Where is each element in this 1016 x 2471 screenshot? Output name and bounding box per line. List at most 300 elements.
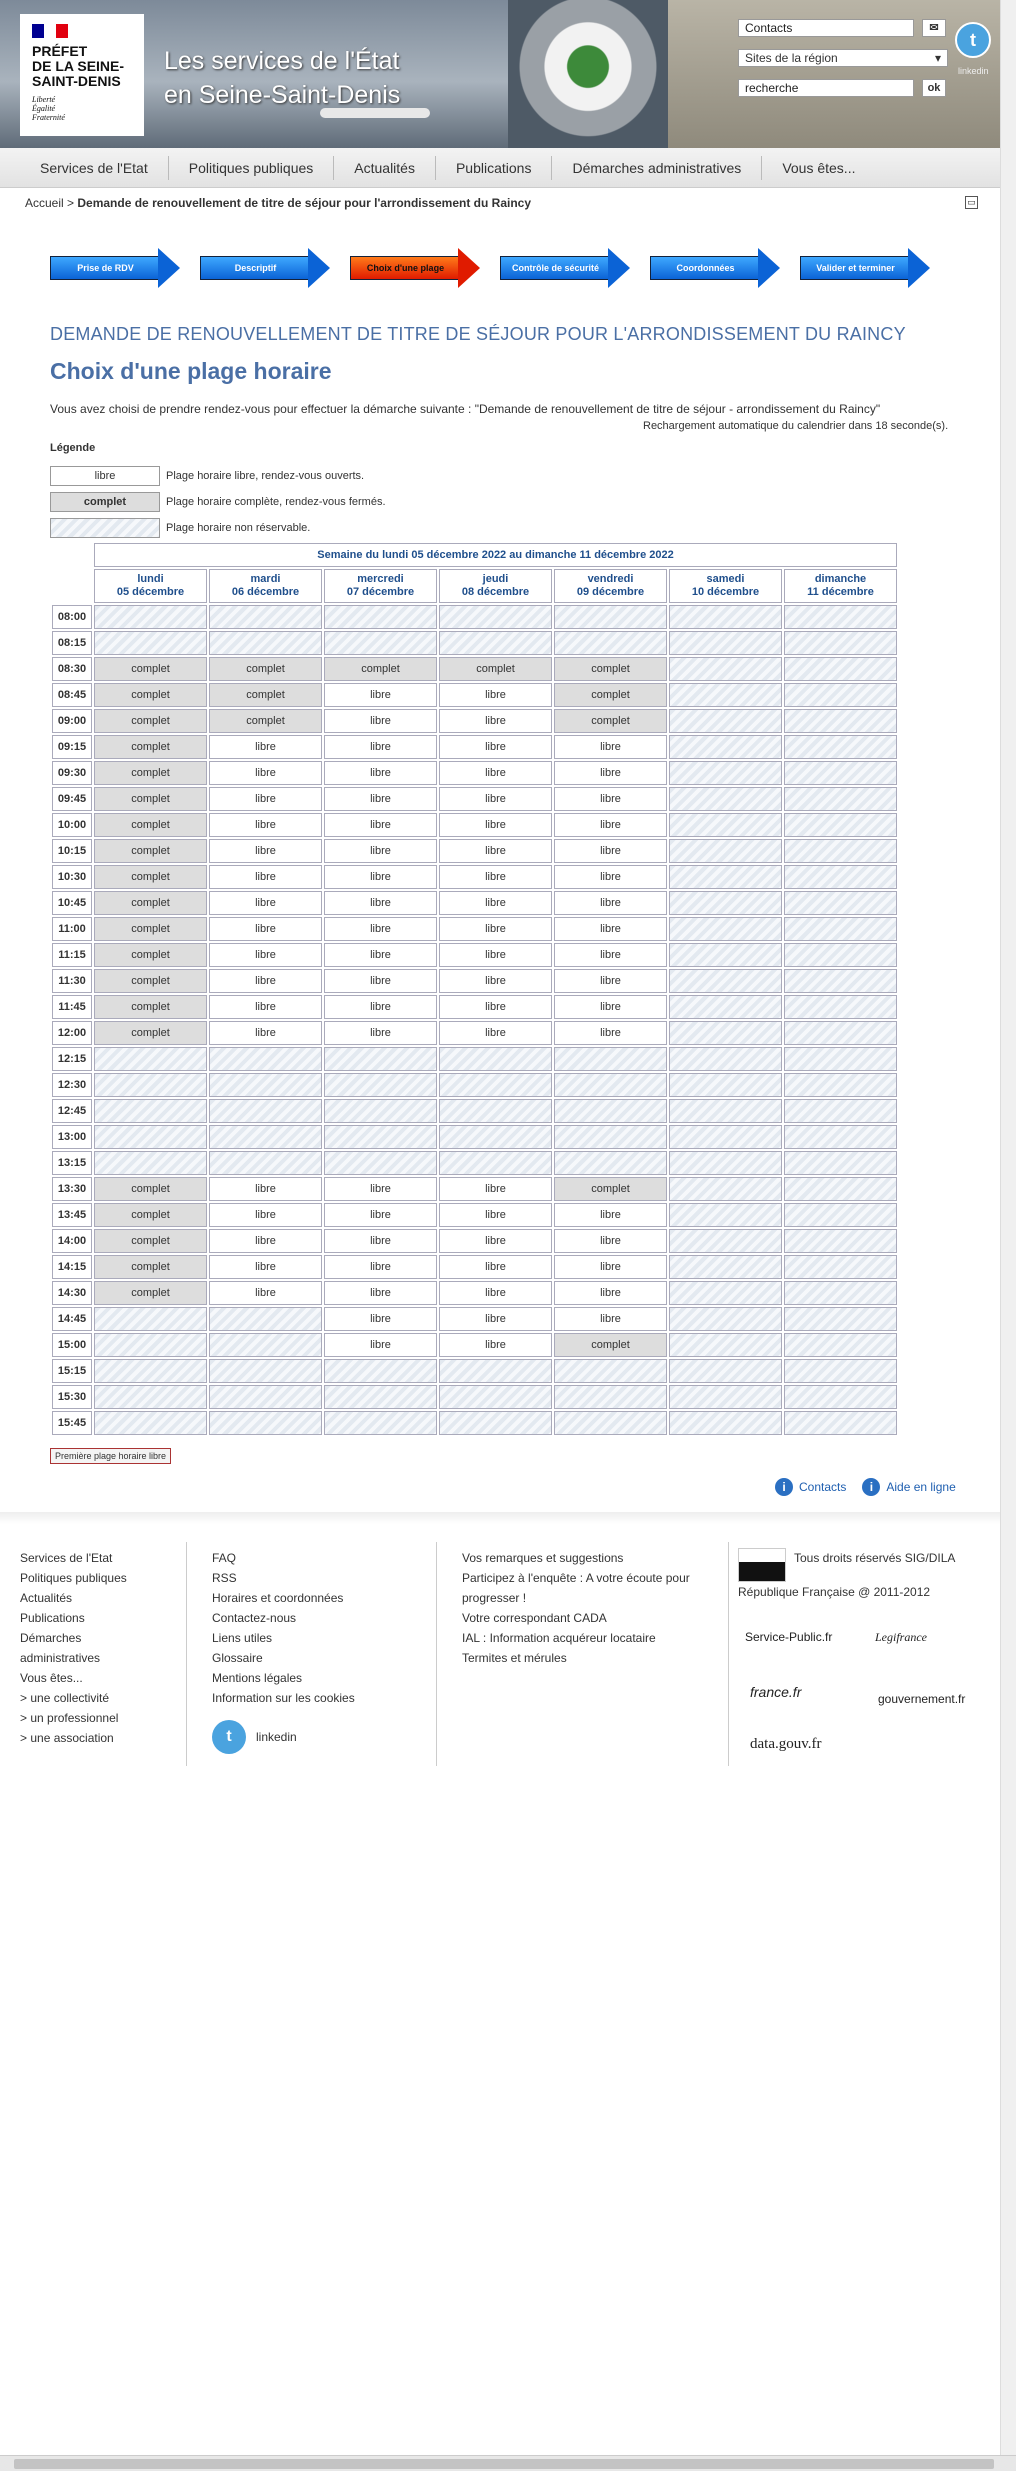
footer-link[interactable]: Services de l'Etat (20, 1551, 113, 1565)
time-label: 09:30 (52, 761, 92, 785)
time-label: 11:15 (52, 943, 92, 967)
slot-non-reservable (94, 1125, 207, 1149)
nav-politiques-publiques[interactable]: Politiques publiques (168, 156, 334, 180)
time-label: 14:30 (52, 1281, 92, 1305)
time-label: 13:00 (52, 1125, 92, 1149)
slot-libre[interactable]: libre (554, 1229, 667, 1253)
site-title[interactable] (164, 44, 400, 112)
slot-libre[interactable]: libre (209, 839, 322, 863)
slot-non-reservable (784, 969, 897, 993)
footer-link[interactable]: Mentions légales (212, 1671, 303, 1685)
footer-link[interactable]: administratives (20, 1651, 101, 1665)
slot-non-reservable (784, 891, 897, 915)
slot-non-reservable (439, 1385, 552, 1409)
slot-libre[interactable]: libre (324, 1255, 437, 1279)
footer-link[interactable]: Horaires et coordonnées (212, 1591, 344, 1605)
table-row (52, 1073, 897, 1097)
time-label: 09:45 (52, 787, 92, 811)
slot-libre[interactable]: libre (324, 813, 437, 837)
time-label: 08:30 (52, 657, 92, 681)
time-label: 12:15 (52, 1047, 92, 1071)
table-row (52, 1307, 897, 1331)
header-photo-stadium (508, 0, 668, 148)
week-header: Semaine du lundi 05 décembre 2022 au dimanche 11 décembre 2022 (94, 543, 897, 567)
slot-non-reservable (324, 1385, 437, 1409)
footer-link[interactable]: Liens utiles (212, 1631, 273, 1645)
calendar-table (50, 541, 899, 1437)
slot-non-reservable (209, 1307, 322, 1331)
table-row (52, 1177, 897, 1201)
day-header: dimanche 11 décembre (784, 569, 897, 603)
slot-libre[interactable]: libre (209, 787, 322, 811)
slot-non-reservable (669, 917, 782, 941)
slot-libre[interactable]: libre (439, 709, 552, 733)
table-row (52, 1229, 897, 1253)
table-row (52, 891, 897, 915)
slot-non-reservable (784, 1099, 897, 1123)
slot-libre[interactable]: libre (209, 1281, 322, 1305)
slot-non-reservable (209, 1047, 322, 1071)
slot-non-reservable (784, 1281, 897, 1305)
breadcrumb (25, 196, 531, 210)
slot-libre[interactable]: libre (439, 1203, 552, 1227)
slot-non-reservable (209, 1151, 322, 1175)
time-label: 13:45 (52, 1203, 92, 1227)
slot-non-reservable (669, 787, 782, 811)
flag-icon (32, 24, 68, 38)
day-header: samedi 10 décembre (669, 569, 782, 603)
slot-non-reservable (554, 1151, 667, 1175)
slot-libre[interactable]: libre (209, 943, 322, 967)
slot-non-reservable (784, 709, 897, 733)
slot-non-reservable (784, 1411, 897, 1435)
footer-link[interactable]: FAQ (212, 1551, 237, 1565)
slot-libre[interactable]: libre (209, 891, 322, 915)
slot-libre[interactable]: libre (209, 969, 322, 993)
slot-non-reservable (669, 813, 782, 837)
slot-libre[interactable]: libre (324, 735, 437, 759)
table-row (52, 813, 897, 837)
nav-actualites[interactable]: Actualités (333, 156, 435, 180)
slot-complet: complet (94, 761, 207, 785)
slot-non-reservable (324, 605, 437, 629)
slot-libre[interactable]: libre (439, 787, 552, 811)
footer-link[interactable]: Démarches (20, 1631, 82, 1645)
time-label: 15:45 (52, 1411, 92, 1435)
footer-link[interactable]: RSS (212, 1571, 237, 1585)
slot-non-reservable (324, 1359, 437, 1383)
slot-non-reservable (324, 1099, 437, 1123)
site-title-line1: Les services de l'État (164, 47, 400, 75)
slot-libre[interactable]: libre (554, 969, 667, 993)
slot-non-reservable (669, 1125, 782, 1149)
slot-non-reservable (669, 969, 782, 993)
slot-libre[interactable]: libre (209, 813, 322, 837)
legend-non-reservable (50, 518, 310, 538)
nav-vous-etes[interactable]: Vous êtes... (761, 156, 875, 180)
slot-libre[interactable]: libre (324, 683, 437, 707)
slot-complet: complet (94, 1229, 207, 1253)
service-public-logo[interactable]: Service-Public.fr (745, 1630, 833, 1644)
slot-libre[interactable]: libre (324, 917, 437, 941)
footer-copyright: Tous droits réservés SIG/DILA République Française @ 2011-2012 (738, 1548, 978, 1602)
slot-libre[interactable]: libre (554, 735, 667, 759)
twitter-icon[interactable]: t (212, 1720, 246, 1754)
header-tools (738, 18, 948, 108)
slot-libre[interactable]: libre (554, 917, 667, 941)
slot-libre[interactable]: libre (439, 1177, 552, 1201)
slot-non-reservable (209, 605, 322, 629)
slot-non-reservable (554, 605, 667, 629)
footer-link[interactable]: progresser ! (462, 1591, 527, 1605)
help-aide-link[interactable]: Aide en ligne (886, 1480, 956, 1494)
slot-complet: complet (94, 1281, 207, 1305)
contacts-field[interactable]: Contacts (738, 19, 914, 37)
table-row (52, 683, 897, 707)
footer-link[interactable]: Termites et mérules (462, 1651, 567, 1665)
footer-link[interactable]: Publications (20, 1611, 85, 1625)
slot-complet: complet (94, 1021, 207, 1045)
time-label: 10:45 (52, 891, 92, 915)
slot-libre[interactable]: libre (439, 917, 552, 941)
footer-col-nav (20, 1548, 127, 1748)
france-fr-logo[interactable]: france.fr (750, 1684, 802, 1700)
footer-link[interactable]: Participez à l'enquête : A votre écoute pour (462, 1571, 690, 1585)
slot-non-reservable (439, 1125, 552, 1149)
footer-link[interactable]: IAL : Information acquéreur locataire (462, 1631, 656, 1645)
time-label: 11:00 (52, 917, 92, 941)
slot-non-reservable (94, 1047, 207, 1071)
slot-complet: complet (324, 657, 437, 681)
slot-libre[interactable]: libre (439, 1021, 552, 1045)
slot-non-reservable (94, 605, 207, 629)
gouvernement-logo[interactable]: gouvernement.fr (878, 1692, 966, 1706)
table-row (52, 943, 897, 967)
footer-link[interactable]: > une association (20, 1731, 114, 1745)
slot-libre[interactable]: libre (209, 1229, 322, 1253)
slot-non-reservable (784, 1073, 897, 1097)
slot-non-reservable (324, 1047, 437, 1071)
footer-link[interactable]: Politiques publiques (20, 1571, 127, 1585)
slot-complet: complet (554, 683, 667, 707)
slot-libre[interactable]: libre (439, 865, 552, 889)
table-row (52, 1411, 897, 1435)
slot-non-reservable (439, 605, 552, 629)
slot-non-reservable (209, 631, 322, 655)
mail-icon[interactable]: ✉ (922, 19, 946, 37)
day-header: jeudi 08 décembre (439, 569, 552, 603)
vertical-scrollbar[interactable] (1000, 0, 1016, 2455)
sites-region-select[interactable]: Sites de la région ▾ (738, 49, 948, 67)
slot-libre[interactable]: libre (324, 891, 437, 915)
slot-non-reservable (669, 1411, 782, 1435)
legifrance-logo[interactable]: Legifrance (875, 1630, 927, 1644)
table-row (52, 1385, 897, 1409)
footer-link[interactable]: Contactez-nous (212, 1611, 297, 1625)
slot-non-reservable (554, 1359, 667, 1383)
time-label: 09:00 (52, 709, 92, 733)
site-title-line2: en Seine-Saint-Denis (164, 81, 401, 109)
footer-link[interactable]: Vous êtes... (20, 1671, 83, 1685)
slot-non-reservable (209, 1385, 322, 1409)
slot-non-reservable (669, 1203, 782, 1227)
slot-complet: complet (94, 787, 207, 811)
slot-non-reservable (439, 1047, 552, 1071)
slot-libre[interactable]: libre (439, 891, 552, 915)
linkedin-icon[interactable]: linkedin (256, 1730, 297, 1744)
day-header: lundi 05 décembre (94, 569, 207, 603)
slot-complet: complet (94, 813, 207, 837)
slot-libre[interactable]: libre (324, 1021, 437, 1045)
slot-non-reservable (669, 1333, 782, 1357)
slot-non-reservable (209, 1359, 322, 1383)
slot-non-reservable (669, 1385, 782, 1409)
slot-libre[interactable]: libre (324, 839, 437, 863)
slot-complet: complet (94, 917, 207, 941)
print-icon[interactable]: ▭ (965, 196, 978, 209)
time-label: 15:00 (52, 1333, 92, 1357)
step-descriptif[interactable]: Descriptif (200, 248, 330, 288)
slot-libre[interactable]: libre (209, 761, 322, 785)
slot-libre[interactable]: libre (439, 1307, 552, 1331)
table-row (52, 735, 897, 759)
horizontal-scrollbar[interactable] (0, 2455, 1016, 2471)
slot-libre[interactable]: libre (439, 839, 552, 863)
slot-libre[interactable]: libre (324, 761, 437, 785)
legend-box-libre: libre (50, 466, 160, 486)
slot-non-reservable (784, 1307, 897, 1331)
search-input[interactable]: recherche (738, 79, 914, 97)
slot-libre[interactable]: libre (439, 683, 552, 707)
slot-non-reservable (784, 839, 897, 863)
slot-non-reservable (439, 1073, 552, 1097)
slot-non-reservable (784, 917, 897, 941)
slot-non-reservable (554, 1047, 667, 1071)
slot-non-reservable (669, 1047, 782, 1071)
footer-link[interactable]: > un professionnel (20, 1711, 119, 1725)
day-header: mercredi 07 décembre (324, 569, 437, 603)
footer-link[interactable]: Votre correspondant CADA (462, 1611, 607, 1625)
step-choix-plage[interactable]: Choix d'une plage (350, 248, 480, 288)
slot-libre[interactable]: libre (554, 995, 667, 1019)
nav-publications[interactable]: Publications (435, 156, 552, 180)
slot-libre[interactable]: libre (439, 813, 552, 837)
slot-libre[interactable]: libre (209, 917, 322, 941)
slot-libre[interactable]: libre (209, 1177, 322, 1201)
slot-non-reservable (784, 631, 897, 655)
slot-libre[interactable]: libre (209, 1203, 322, 1227)
twitter-icon[interactable]: t (955, 22, 991, 58)
slot-non-reservable (784, 1047, 897, 1071)
slot-libre[interactable]: libre (439, 761, 552, 785)
slot-libre[interactable]: libre (324, 1203, 437, 1227)
first-free-slot-button[interactable]: Première plage horaire libre (50, 1448, 171, 1464)
slot-non-reservable (784, 1333, 897, 1357)
slot-libre[interactable]: libre (324, 943, 437, 967)
republique-francaise-logo[interactable] (738, 1548, 786, 1582)
breadcrumb-current: Demande de renouvellement de titre de séjour pour l'arrondissement du Raincy (77, 196, 532, 210)
table-row (52, 761, 897, 785)
table-row (52, 995, 897, 1019)
slot-libre[interactable]: libre (439, 1229, 552, 1253)
footer-link[interactable]: Actualités (20, 1591, 73, 1605)
nav-demarches[interactable]: Démarches administratives (551, 156, 761, 180)
page-title: Choix d'une plage horaire (50, 358, 332, 384)
slot-libre[interactable]: libre (439, 943, 552, 967)
footer-link[interactable]: Information sur les cookies (212, 1691, 355, 1705)
slot-libre[interactable]: libre (554, 1203, 667, 1227)
slot-non-reservable (324, 1411, 437, 1435)
time-label: 08:45 (52, 683, 92, 707)
slot-libre[interactable]: libre (554, 1021, 667, 1045)
slot-libre[interactable]: libre (324, 1333, 437, 1357)
slot-libre[interactable]: libre (554, 813, 667, 837)
slot-complet: complet (94, 1177, 207, 1201)
slot-non-reservable (784, 1125, 897, 1149)
slot-libre[interactable]: libre (554, 1307, 667, 1331)
slot-complet: complet (94, 891, 207, 915)
table-row (52, 865, 897, 889)
slot-non-reservable (669, 1281, 782, 1305)
time-label: 08:15 (52, 631, 92, 655)
table-row (52, 1359, 897, 1383)
slot-non-reservable (669, 1359, 782, 1383)
table-row (52, 1151, 897, 1175)
slot-libre[interactable]: libre (324, 1177, 437, 1201)
slot-libre[interactable]: libre (554, 891, 667, 915)
table-row (52, 917, 897, 941)
table-row (52, 631, 897, 655)
table-row (52, 969, 897, 993)
slot-libre[interactable]: libre (439, 1333, 552, 1357)
table-row (52, 1125, 897, 1149)
slot-libre[interactable]: libre (554, 943, 667, 967)
slot-non-reservable (784, 1359, 897, 1383)
prefecture-logo[interactable] (20, 14, 144, 136)
footer-divider (728, 1542, 729, 1766)
slot-non-reservable (94, 1073, 207, 1097)
slot-libre[interactable]: libre (324, 1229, 437, 1253)
slot-libre[interactable]: libre (554, 787, 667, 811)
table-row (52, 1047, 897, 1071)
legend-libre (50, 466, 364, 486)
slot-libre[interactable]: libre (554, 761, 667, 785)
slot-complet: complet (94, 735, 207, 759)
legend-text-complet: Plage horaire complète, rendez-vous fermés. (166, 496, 386, 508)
slot-non-reservable (209, 1125, 322, 1149)
slot-libre[interactable]: libre (324, 995, 437, 1019)
footer-link[interactable]: Glossaire (212, 1651, 263, 1665)
help-contacts-link[interactable]: Contacts (799, 1480, 847, 1494)
table-row (52, 1099, 897, 1123)
search-ok-button[interactable]: ok (922, 79, 946, 97)
main-nav (0, 148, 1000, 188)
slot-libre[interactable]: libre (209, 995, 322, 1019)
slot-libre[interactable]: libre (439, 1281, 552, 1305)
nav-services-etat[interactable]: Services de l'Etat (40, 159, 148, 176)
step-controle-securite[interactable]: Contrôle de sécurité (500, 248, 630, 288)
footer-divider (436, 1542, 437, 1766)
footer-link[interactable]: Vos remarques et suggestions (462, 1551, 624, 1565)
footer-link[interactable]: > une collectivité (20, 1691, 110, 1705)
slot-libre[interactable]: libre (209, 735, 322, 759)
time-label: 10:15 (52, 839, 92, 863)
slot-libre[interactable]: libre (324, 1307, 437, 1331)
slot-non-reservable (784, 813, 897, 837)
slot-non-reservable (554, 631, 667, 655)
footer-col-info (212, 1548, 355, 1708)
slot-complet: complet (94, 839, 207, 863)
slot-libre[interactable]: libre (209, 1255, 322, 1279)
slot-non-reservable (784, 735, 897, 759)
slot-non-reservable (94, 1385, 207, 1409)
step-valider[interactable]: Valider et terminer (800, 248, 930, 288)
slot-libre[interactable]: libre (324, 709, 437, 733)
time-label: 10:30 (52, 865, 92, 889)
step-coordonnees[interactable]: Coordonnées personnelles (650, 248, 780, 288)
slot-complet: complet (94, 657, 207, 681)
table-row (52, 605, 897, 629)
slot-non-reservable (784, 761, 897, 785)
slot-non-reservable (554, 1385, 667, 1409)
slot-libre[interactable]: libre (324, 865, 437, 889)
slot-libre[interactable]: libre (324, 787, 437, 811)
slot-libre[interactable]: libre (439, 1255, 552, 1279)
slot-complet: complet (94, 1203, 207, 1227)
breadcrumb-home[interactable]: Accueil (25, 196, 64, 210)
linkedin-icon[interactable]: linkedin (958, 66, 989, 76)
slot-libre[interactable]: libre (324, 1281, 437, 1305)
slot-non-reservable (784, 943, 897, 967)
slot-libre[interactable]: libre (209, 1021, 322, 1045)
slot-libre[interactable]: libre (439, 995, 552, 1019)
slot-non-reservable (669, 605, 782, 629)
slot-complet: complet (554, 1333, 667, 1357)
slot-non-reservable (439, 1099, 552, 1123)
slot-non-reservable (669, 891, 782, 915)
time-label: 09:15 (52, 735, 92, 759)
slot-non-reservable (669, 995, 782, 1019)
slot-libre[interactable]: libre (554, 839, 667, 863)
slot-non-reservable (94, 1411, 207, 1435)
slot-non-reservable (784, 1385, 897, 1409)
slot-complet: complet (94, 865, 207, 889)
slot-non-reservable (324, 631, 437, 655)
slot-non-reservable (669, 1177, 782, 1201)
intro-text: Vous avez choisi de prendre rendez-vous pour effectuer la démarche suivante : "Demande de renouvellement de titre de séjour - arrondissement du Raincy" (50, 402, 881, 416)
slot-libre[interactable]: libre (554, 1281, 667, 1305)
slot-non-reservable (669, 839, 782, 863)
footer-divider (186, 1542, 187, 1766)
help-links (775, 1478, 956, 1496)
slot-libre[interactable]: libre (554, 865, 667, 889)
footer-col-engagement (462, 1548, 702, 1668)
slot-libre[interactable]: libre (324, 969, 437, 993)
slot-complet: complet (94, 969, 207, 993)
step-prise-rdv[interactable]: Prise de RDV (50, 248, 180, 288)
slot-complet: complet (554, 709, 667, 733)
slot-libre[interactable]: libre (439, 969, 552, 993)
info-icon: i (775, 1478, 793, 1496)
slot-non-reservable (784, 1255, 897, 1279)
data-gouv-logo[interactable]: data.gouv.fr (750, 1736, 822, 1752)
slot-libre[interactable]: libre (209, 865, 322, 889)
slot-libre[interactable]: libre (439, 735, 552, 759)
slot-non-reservable (669, 1151, 782, 1175)
slot-non-reservable (439, 1411, 552, 1435)
slot-complet: complet (94, 995, 207, 1019)
slot-libre[interactable]: libre (554, 1255, 667, 1279)
